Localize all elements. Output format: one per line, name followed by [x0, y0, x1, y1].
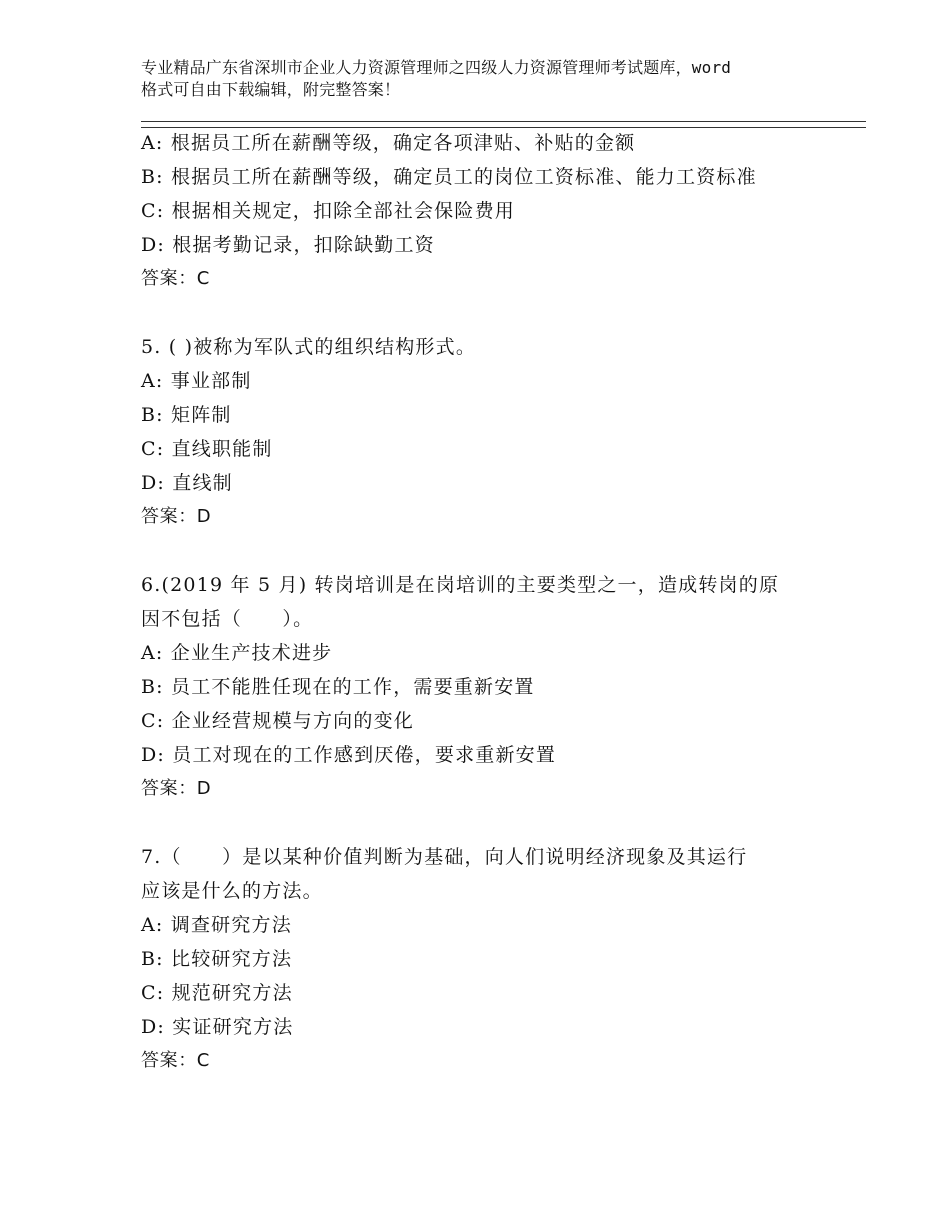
- question-7-option-a: A: 调查研究方法: [141, 914, 292, 936]
- question-4-block: [141, 126, 821, 296]
- question-5-text: 5. ( )被称为军队式的组织结构形式。: [141, 336, 477, 358]
- question-7-option-d: D: 实证研究方法: [141, 1016, 294, 1038]
- question-7-text-line-2: 应该是什么的方法。: [141, 880, 323, 902]
- document-header: [141, 57, 831, 101]
- question-4-option-b: B: 根据员工所在薪酬等级，确定员工的岗位工资标准、能力工资标准: [141, 166, 757, 188]
- question-5-answer: 答案：D: [141, 506, 212, 527]
- question-6-option-d: D: 员工对现在的工作感到厌倦，要求重新安置: [141, 744, 557, 766]
- question-6-text-line-1: 6.(2019 年 5 月) 转岗培训是在岗培训的主要类型之一，造成转岗的原: [141, 574, 780, 596]
- question-6-answer: 答案：D: [141, 778, 212, 799]
- question-4-option-d: D: 根据考勤记录，扣除缺勤工资: [141, 234, 435, 256]
- header-line-1: 专业精品广东省深圳市企业人力资源管理师之四级人力资源管理师考试题库，word: [141, 58, 732, 77]
- question-6-option-c: C: 企业经营规模与方向的变化: [141, 710, 414, 732]
- question-6-text-line-2: 因不包括（ ）。: [141, 608, 314, 630]
- question-spacer: [141, 806, 821, 840]
- question-7-option-b: B: 比较研究方法: [141, 948, 293, 970]
- header-line-2: 格式可自由下载编辑，附完整答案！: [141, 80, 401, 99]
- question-5-option-c: C: 直线职能制: [141, 438, 273, 460]
- question-7-option-c: C: 规范研究方法: [141, 982, 293, 1004]
- question-5-option-d: D: 直线制: [141, 472, 233, 494]
- question-6-option-a: A: 企业生产技术进步: [141, 642, 333, 664]
- question-spacer: [141, 534, 821, 568]
- question-list: [141, 126, 821, 1078]
- question-4-option-a: A: 根据员工所在薪酬等级，确定各项津贴、补贴的金额: [141, 132, 636, 154]
- question-6-block: [141, 568, 821, 806]
- question-5-option-b: B: 矩阵制: [141, 404, 232, 426]
- question-7-answer: 答案：C: [141, 1050, 210, 1071]
- question-5-option-a: A: 事业部制: [141, 370, 252, 392]
- question-6-option-b: B: 员工不能胜任现在的工作，需要重新安置: [141, 676, 535, 698]
- question-7-block: [141, 840, 821, 1078]
- question-4-answer: 答案：C: [141, 268, 210, 289]
- question-5-block: [141, 330, 821, 534]
- question-spacer: [141, 296, 821, 330]
- question-4-option-c: C: 根据相关规定，扣除全部社会保险费用: [141, 200, 515, 222]
- question-7-text-line-1: 7.（ ）是以某种价值判断为基础，向人们说明经济现象及其运行: [141, 846, 748, 868]
